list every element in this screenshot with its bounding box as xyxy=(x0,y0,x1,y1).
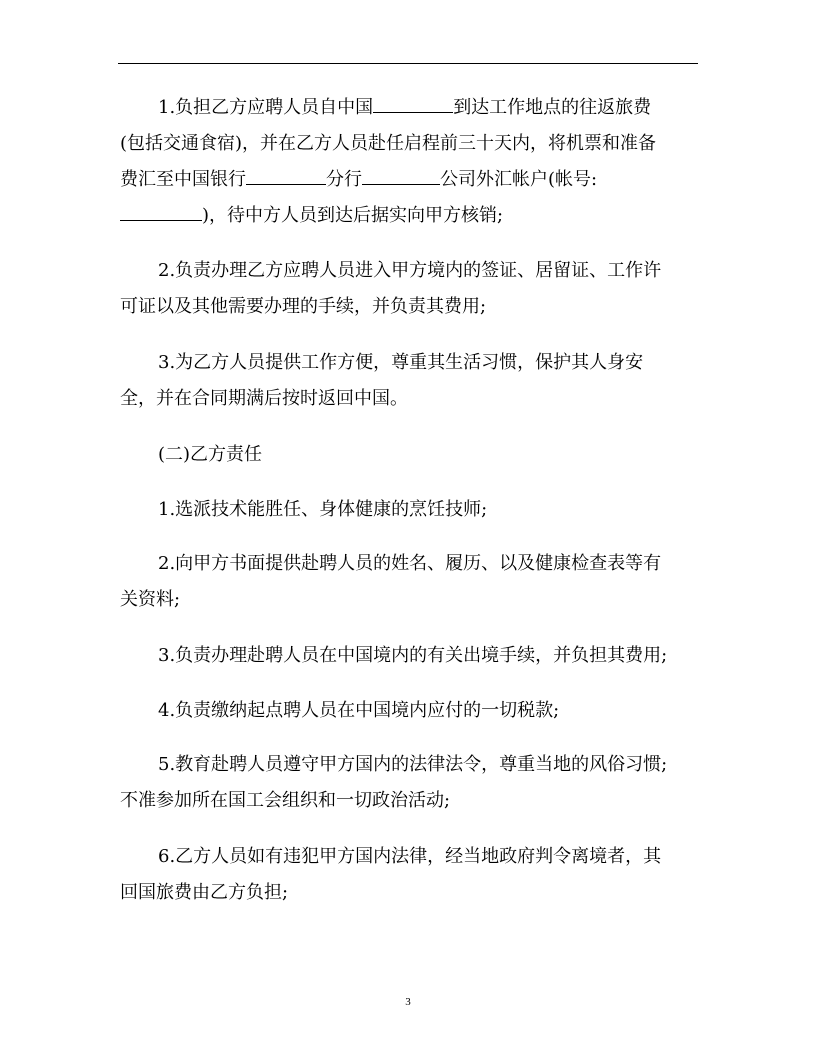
clause-paragraph: 2.负责办理乙方应聘人员进入甲方境内的签证、居留证、工作许 可证以及其他需要办理的手续，并负责其费用; xyxy=(120,260,662,317)
clause-paragraph: 1.负担乙方应聘人员自中国 到达工作地点的往返旅费 (包括交通食宿)，并在乙方人员赴任启程前三十天内，将机票和准备 费汇至中国银行 分行 公司外汇帐户(帐号: )，待中方人员到达后据实向甲方核销; xyxy=(120,97,657,226)
fill-in-blank[interactable] xyxy=(373,96,453,113)
clause-paragraph: 3.负责办理赴聘人员在中国境内的有关出境手续，并负担其费用; xyxy=(158,645,668,666)
page-number: 3 xyxy=(405,996,411,1008)
fill-in-blank[interactable] xyxy=(246,168,326,185)
section-heading: (二)乙方责任 xyxy=(158,444,263,465)
clause-paragraph: 6.乙方人员如有违犯甲方国内法律，经当地政府判令离境者，其 回国旅费由乙方负担; xyxy=(120,846,662,903)
clause-paragraph: 2.向甲方书面提供赴聘人员的姓名、履历、以及健康检查表等有 关资料; xyxy=(120,553,662,610)
clause-paragraph: 3.为乙方人员提供工作方便，尊重其生活习惯，保护其人身安 全，并在合同期满后按时返回中国。 xyxy=(120,352,644,409)
clause-paragraph: 5.教育赴聘人员遵守甲方国内的法律法令，尊重当地的风俗习惯; 不准参加所在国工会组织和一切政治活动; xyxy=(120,754,668,811)
clause-paragraph: 1.选派技术能胜任、身体健康的烹饪技师; xyxy=(158,499,488,520)
fill-in-blank[interactable] xyxy=(120,204,202,221)
fill-in-blank[interactable] xyxy=(362,168,440,185)
header-rule xyxy=(118,63,698,64)
clause-paragraph: 4.负责缴纳起点聘人员在中国境内应付的一切税款; xyxy=(158,700,560,721)
